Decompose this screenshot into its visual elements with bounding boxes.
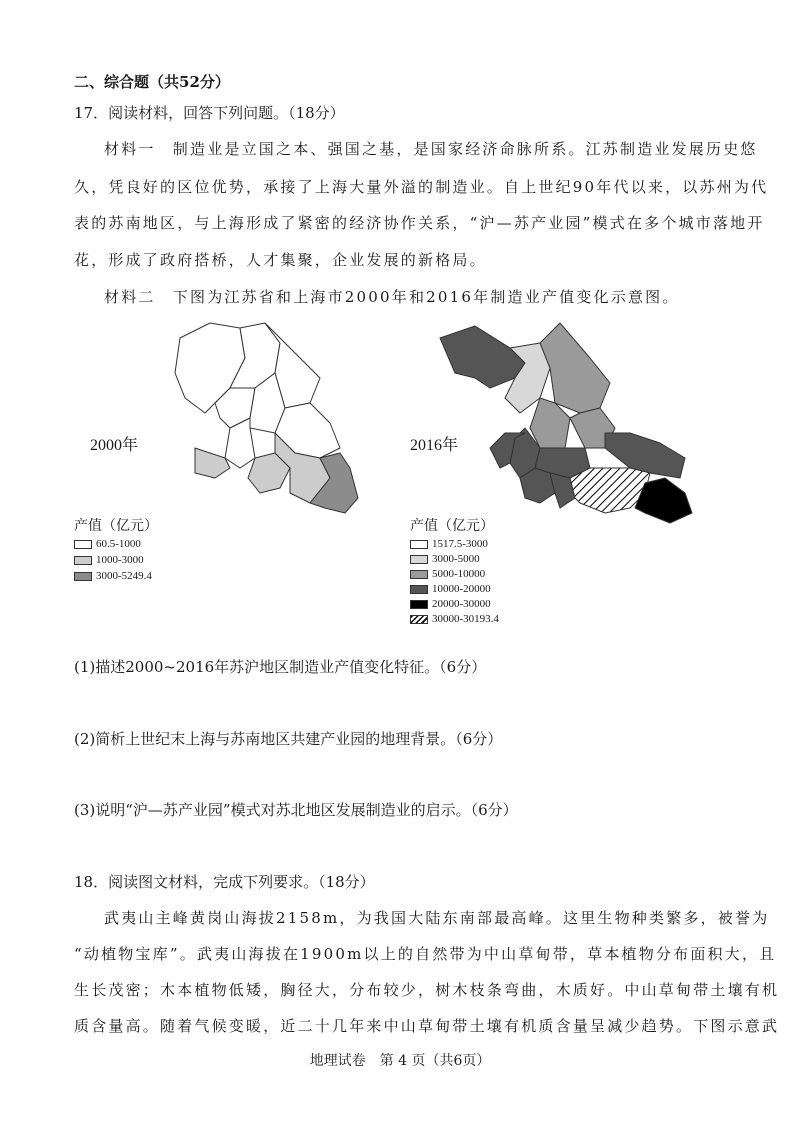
map-2016 (430, 318, 700, 528)
map2000-legend-item (74, 553, 144, 567)
q18-line2: “动植物宝库”。武夷山海拔在1900m以上的自然带为中山草甸带，草本植物分布面积大，且 (74, 945, 777, 963)
legend-swatch (410, 570, 428, 579)
map2000-legend-item (74, 537, 141, 551)
legend-swatch (74, 540, 92, 549)
legend-swatch (410, 540, 428, 549)
q17-sub2: (2)简析上世纪末上海与苏南地区共建产业园的地理背景。（6分） (74, 730, 503, 748)
q17-material1-line3: 表的苏南地区，与上海形成了紧密的经济协作关系，“沪—苏产业园”模式在多个城市落地开 (74, 214, 765, 232)
q17-sub1: (1)描述2000~2016年苏沪地区制造业产值变化特征。（6分） (74, 658, 487, 676)
map2016-legend-item (410, 537, 488, 551)
legend-text: 1517.5-3000 (432, 538, 488, 550)
legend-text: 3000-5249.4 (96, 570, 152, 582)
legend-swatch (410, 555, 428, 564)
legend-swatch (410, 585, 428, 594)
q17-material2: 材料二 下图为江苏省和上海市2000年和2016年制造业产值变化示意图。 (104, 288, 680, 306)
q17-stem: 17．阅读材料，回答下列问题。（18分） (74, 104, 345, 122)
legend-text: 3000-5000 (432, 553, 480, 565)
legend-text: 30000-30193.4 (432, 613, 499, 625)
page-footer: 地理试卷 第 4 页（共6页） (309, 1053, 491, 1069)
map2016-region-nw (440, 326, 525, 388)
q18-stem: 18．阅读图文材料，完成下列要求。（18分） (74, 873, 375, 891)
legend-text: 1000-3000 (96, 554, 144, 566)
map2016-legend-item (410, 567, 485, 581)
legend-text: 20000-30000 (432, 598, 491, 610)
map2000-legend-title: 产值（亿元） (74, 518, 158, 534)
map-2000 (170, 318, 370, 518)
legend-swatch (410, 615, 428, 624)
q18-line3: 生长茂密；木本植物低矮，胸径大，分布较少，树木枝条弯曲，木质好。中山草甸带土壤有机 (74, 981, 780, 999)
map2016-region-ne (540, 323, 610, 413)
q17-material1-line1: 材料一 制造业是立国之本、强国之基，是国家经济命脉所系。江苏制造业发展历史悠 (104, 140, 758, 158)
q17-sub3: (3)说明“沪—苏产业园”模式对苏北地区发展制造业的启示。（6分） (74, 801, 518, 819)
map2016-legend-item (410, 552, 480, 566)
legend-text: 5000-10000 (432, 568, 486, 580)
map2016-legend-item (410, 597, 491, 611)
map2016-legend-item (410, 612, 499, 626)
q18-line1: 武夷山主峰黄岗山海拔2158m，为我国大陆东南部最高峰。这里生物种类繁多，被誉为 (104, 909, 770, 927)
legend-swatch (410, 600, 428, 609)
map2000-year-label: 2000年 (90, 437, 139, 454)
legend-swatch (74, 572, 92, 581)
legend-text: 10000-20000 (432, 583, 491, 595)
map2016-year-label: 2016年 (410, 437, 459, 454)
q17-material1-line4: 花，形成了政府搭桥，人才集聚，企业发展的新格局。 (74, 251, 487, 269)
q17-material1-line2: 久，凭良好的区位优势，承接了上海大量外溢的制造业。自上世纪90年代以来，以苏州为代 (74, 178, 769, 196)
map2016-legend-item (410, 582, 491, 596)
legend-swatch (74, 556, 92, 565)
map2016-legend-title: 产值（亿元） (410, 518, 494, 534)
legend-text: 60.5-1000 (96, 538, 141, 550)
section-title: 二、综合题（共52分） (74, 73, 230, 91)
map2000-legend-item (74, 569, 152, 583)
q18-line4: 质含量高。随着气候变暖，近二十几年来中山草甸带土壤有机质含量呈减少趋势。下图示意武 (74, 1017, 780, 1035)
map2000-region-sw (195, 448, 230, 478)
